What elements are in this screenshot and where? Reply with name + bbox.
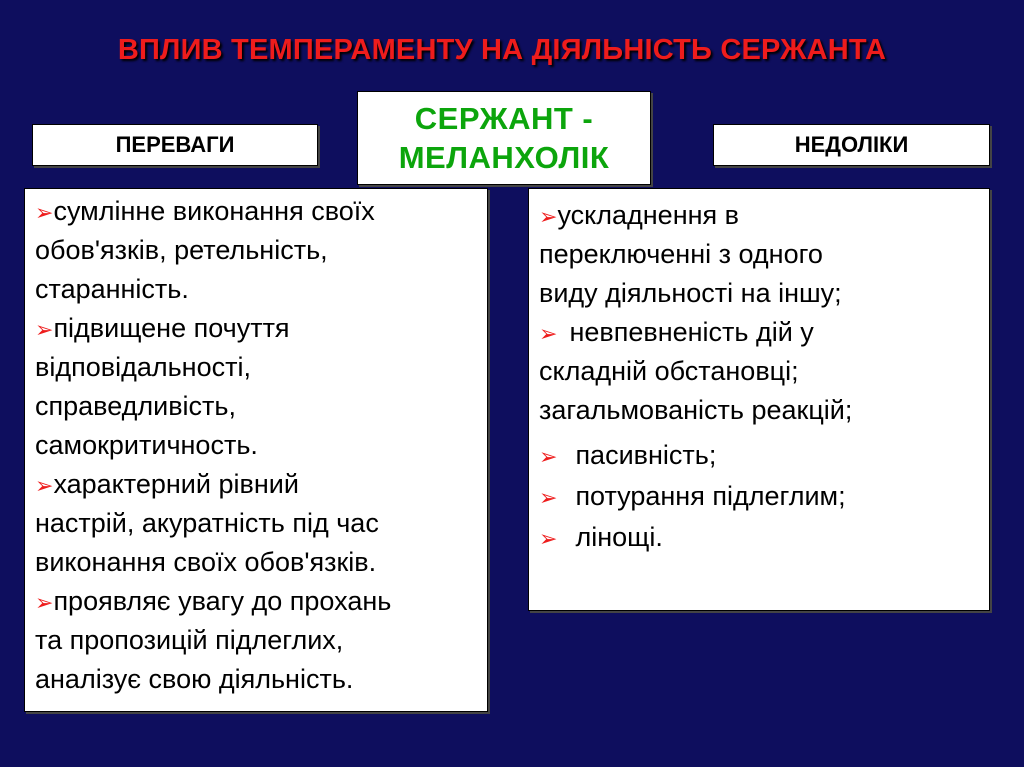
list-item: ➢ лінощі. bbox=[539, 522, 663, 552]
arrowhead-bullet-icon: ➢ bbox=[539, 485, 558, 510]
list-item: обов'язків, ретельність, bbox=[35, 235, 328, 265]
list-item: ➢проявляє увагу до прохань bbox=[35, 586, 392, 616]
arrowhead-bullet-icon: ➢ bbox=[539, 321, 558, 346]
list-item: старанність. bbox=[35, 274, 189, 304]
arrowhead-bullet-icon: ➢ bbox=[35, 317, 54, 342]
arrowhead-bullet-icon: ➢ bbox=[539, 444, 558, 469]
advantages-list bbox=[24, 188, 488, 712]
arrowhead-bullet-icon: ➢ bbox=[539, 526, 558, 551]
arrowhead-bullet-icon: ➢ bbox=[35, 200, 54, 225]
list-item: справедливість, bbox=[35, 391, 236, 421]
advantages-header bbox=[32, 124, 318, 166]
list-item: ➢сумлінне виконання своїх bbox=[35, 196, 375, 226]
list-item: аналізує свою діяльність. bbox=[35, 664, 354, 694]
list-item: ➢ потурання підлеглим; bbox=[539, 481, 846, 511]
slide-title: ВПЛИВ ТЕМПЕРАМЕНТУ НА ДІЯЛЬНІСТЬ СЕРЖАНТА bbox=[117, 34, 887, 66]
disadvantages-header-label: НЕДОЛІКИ bbox=[794, 132, 909, 157]
list-item: ➢підвищене почуття bbox=[35, 313, 290, 343]
list-item: переключенні з одного bbox=[539, 239, 823, 269]
list-item: ➢ пасивність; bbox=[539, 440, 717, 470]
list-item: виду діяльності на іншу; bbox=[539, 278, 842, 308]
list-item: загальмованість реакцій; bbox=[539, 395, 853, 425]
list-item: ➢ невпевненість дій у bbox=[539, 317, 814, 347]
center-title-line-1: СЕРЖАНТ - bbox=[414, 101, 594, 136]
disadvantages-list bbox=[528, 188, 990, 611]
disadvantages-header bbox=[713, 124, 990, 166]
center-title-line-2: МЕЛАНХОЛІК bbox=[398, 140, 610, 175]
arrowhead-bullet-icon: ➢ bbox=[35, 473, 54, 498]
list-item: самокритичность. bbox=[35, 430, 258, 460]
arrowhead-bullet-icon: ➢ bbox=[539, 204, 558, 229]
list-item: виконання своїх обов'язків. bbox=[35, 547, 377, 577]
list-item: та пропозицій підлеглих, bbox=[35, 625, 344, 655]
arrowhead-bullet-icon: ➢ bbox=[35, 590, 54, 615]
list-item: ➢ускладнення в bbox=[539, 200, 739, 230]
list-item: настрій, акуратність під час bbox=[35, 508, 379, 538]
center-title-box bbox=[357, 91, 651, 185]
list-item: ➢характерний рівний bbox=[35, 469, 299, 499]
list-item: відповідальності, bbox=[35, 352, 251, 382]
advantages-header-label: ПЕРЕВАГИ bbox=[115, 132, 235, 157]
list-item: складній обстановці; bbox=[539, 356, 799, 386]
